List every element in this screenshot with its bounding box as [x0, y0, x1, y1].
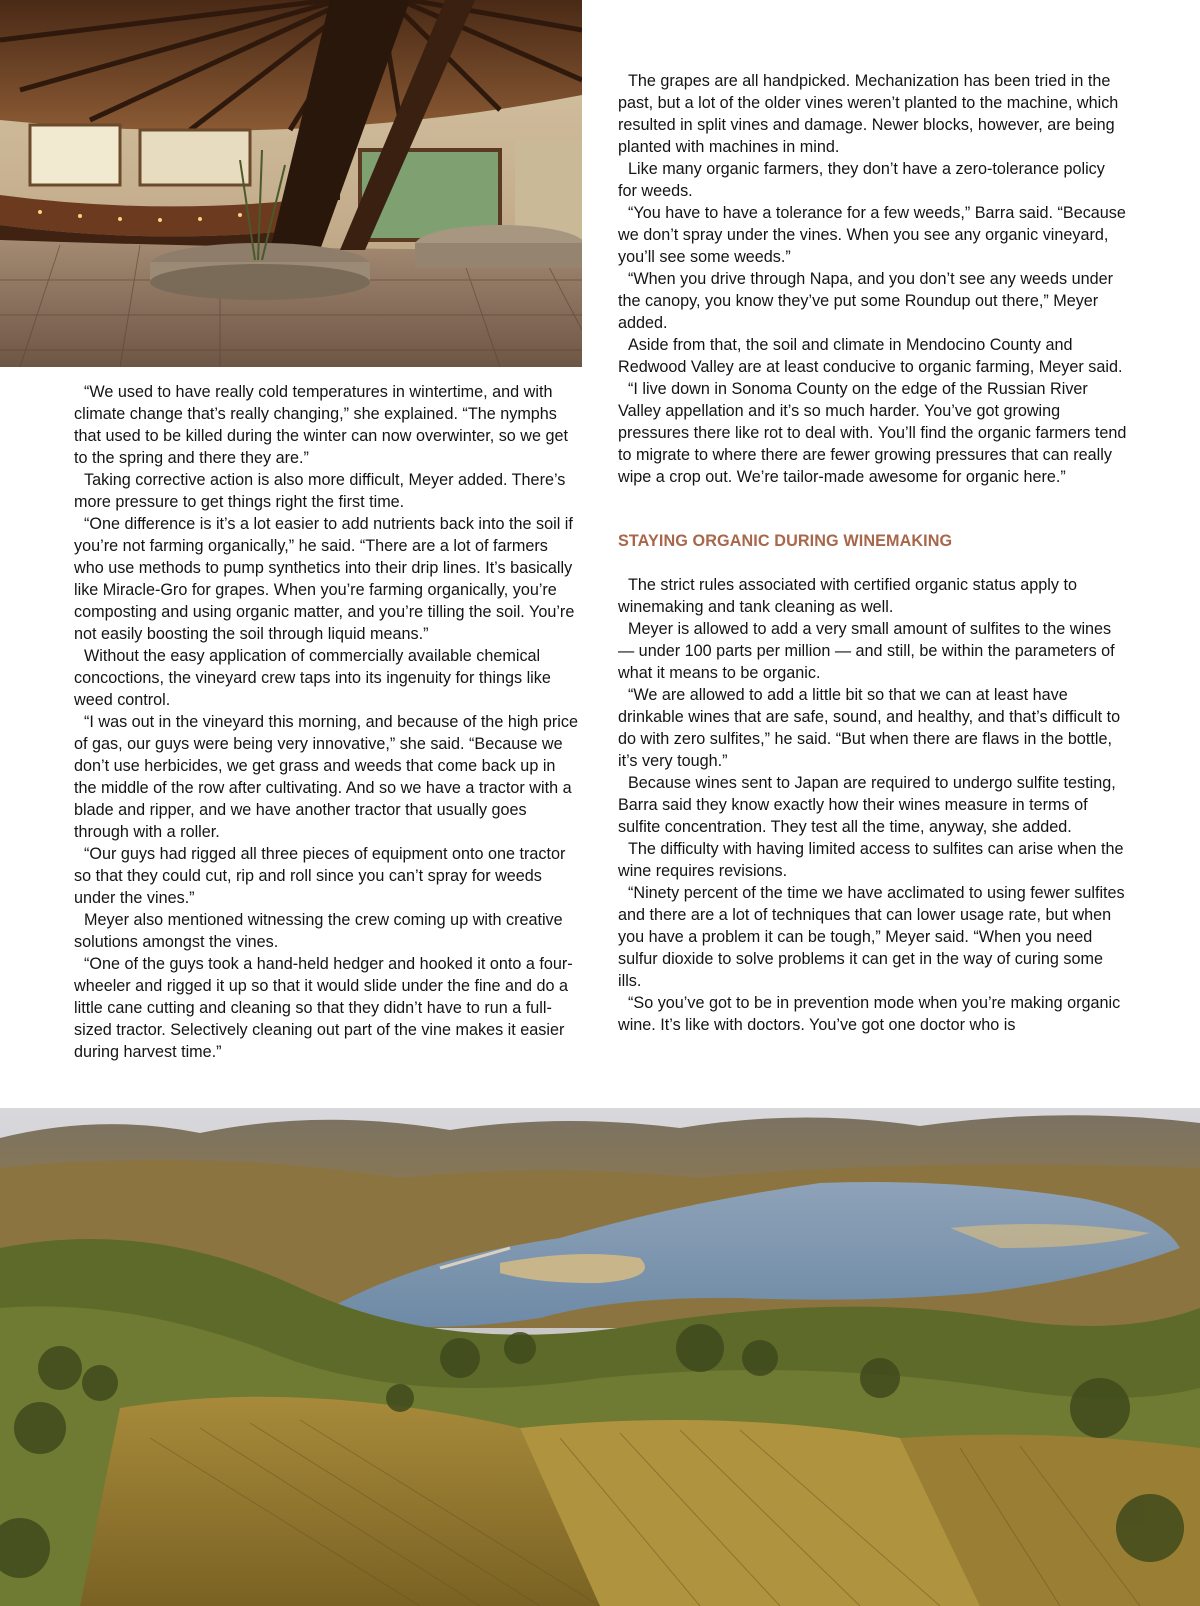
section-heading: STAYING ORGANIC DURING WINEMAKING — [618, 532, 953, 550]
left-paragraph: “One difference is it’s a lot easier to add nutrients back into the soil if you’re not farming organically,” he said. “There are a lot of farmers who use methods to pump synthetics into their drip lines. It’s basically like Miracle-Gro for grapes. When you’re farming organically, you’re composting and using organic matter, and you’re tilling the soil. You’re not easily boosting the soil through liquid means.” — [74, 515, 575, 643]
right-paragraph: The grapes are all handpicked. Mechanization has been tried in the past, but a lot of the older vines weren’t planted to the machine, which resulted in split vines and damage. Newer blocks, however, are being planted with machines in mind. — [618, 72, 1119, 156]
vineyard-aerial-photo — [0, 1108, 1200, 1606]
left-paragraph: “Our guys had rigged all three pieces of equipment onto one tractor so that they could cut, rip and roll since you can’t spray for weeds under the vines.” — [74, 845, 566, 907]
right-paragraph: Meyer is allowed to add a very small amount of sulfites to the wines — under 100 parts per million — and still, be within the parameters of what it means to be organic. — [618, 620, 1115, 682]
left-paragraph: Meyer also mentioned witnessing the crew coming up with creative solutions amongst the vines. — [74, 911, 563, 951]
right-paragraph: “Ninety percent of the time we have acclimated to using fewer sulfites and there are a lot of techniques that can lower usage rate, but when you have a problem it can be tough,” Meyer said. “When you need sulfur dioxide to solve problems it can get in the way of curing some ills. — [618, 884, 1125, 990]
right-paragraph: “When you drive through Napa, and you don’t see any weeds under the canopy, you know they’ve put some Roundup out there,” Meyer added. — [618, 270, 1114, 332]
left-text-column — [74, 381, 582, 1063]
right-paragraph: The strict rules associated with certified organic status apply to winemaking and tank cleaning as well. — [618, 576, 1077, 616]
left-paragraph: “I was out in the vineyard this morning, and because of the high price of gas, our guys were being very innovative,” she said. “Because we don’t use herbicides, we get grass and weeds that come back up in the middle of the row after cultivating. And so we have a tractor with a blade and ripper, and we have another tractor that usually goes through with a roller. — [74, 713, 579, 841]
left-paragraph: Without the easy application of commercially available chemical concoctions, the vineyard crew taps into its ingenuity for things like weed control. — [74, 647, 551, 709]
right-paragraph: “I live down in Sonoma County on the edge of the Russian River Valley appellation and it’s so much harder. You’ve got growing pressures there like rot to deal with. You’ll find the organic farmers tend to migrate to where there are fewer growing pressures that can really wipe a crop out. We’re tailor-made awesome for organic here.” — [618, 380, 1127, 486]
left-paragraph: “We used to have really cold temperatures in wintertime, and with climate change that’s really changing,” she explained. “The nymphs that used to be killed during the winter can now overwinter, so we get to the spring and there they are.” — [74, 383, 569, 467]
right-text-column — [618, 70, 1128, 1036]
right-paragraph: Like many organic farmers, they don’t have a zero-tolerance policy for weeds. — [618, 160, 1105, 200]
right-paragraph: Aside from that, the soil and climate in Mendocino County and Redwood Valley are at least conducive to organic farming, Meyer said. — [618, 336, 1123, 376]
right-paragraph: “You have to have a tolerance for a few weeds,” Barra said. “Because we don’t spray under the vines. When you see any organic vineyard, you’ll see some weeds.” — [618, 204, 1126, 266]
right-paragraph: The difficulty with having limited access to sulfites can arise when the wine requires revisions. — [618, 840, 1124, 880]
right-paragraph: “We are allowed to add a little bit so that we can at least have drinkable wines that are safe, sound, and healthy, and that’s difficult to do with zero sulfites,” he said. “But when there are flaws in the bottle, it’s very tough.” — [618, 686, 1121, 770]
right-paragraph: “So you’ve got to be in prevention mode when you’re making organic wine. It’s like with doctors. You’ve got one doctor who is — [618, 994, 1121, 1034]
left-paragraph: Taking corrective action is also more difficult, Meyer added. There’s more pressure to get things right the first time. — [74, 471, 566, 511]
left-paragraph: “One of the guys took a hand-held hedger and hooked it onto a four-wheeler and rigged it up so that it would slide under the fine and do a little cane cutting and cleaning so that they didn’t have to run a full-sized tractor. Selectively cleaning out part of the vine makes it easier during harvest time.” — [74, 955, 573, 1061]
right-paragraph: Because wines sent to Japan are required to undergo sulfite testing, Barra said they know exactly how their wines measure in terms of sulfite concentration. They test all the time, anyway, she added. — [618, 774, 1116, 836]
winery-interior-photo — [0, 0, 582, 367]
